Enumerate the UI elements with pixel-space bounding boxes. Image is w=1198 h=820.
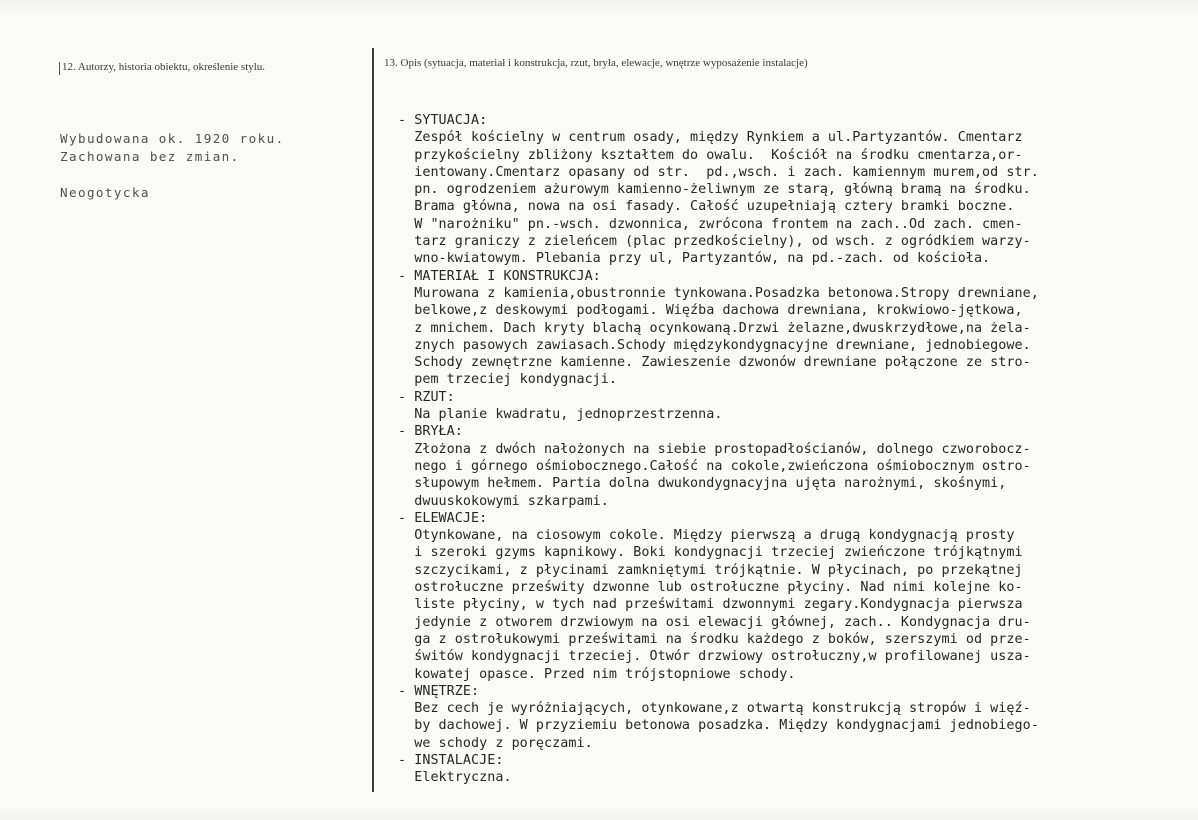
form-section-12 — [0, 0, 372, 820]
section-12-typed-text: Wybudowana ok. 1920 roku. Zachowana bez zmian. Neogotycka — [60, 131, 285, 200]
section-13-header: 13. Opis (sytuacja, materiał i konstrukcja, rzut, bryła, elewacje, wnętrze wyposażenie instalacje) — [384, 57, 808, 69]
column-divider-line — [372, 48, 374, 792]
section-13-typed-text: - SYTUACJA: Zespół kościelny w centrum osady, między Rynkiem a ul.Partyzantów. Cmentarz przykościelny zbliżony kształtem do owalu. Kościół na środku cmentarza,or- ientowany.Cmentarz opasany od str. pd.,wsch. i zach. kamiennym murem,od str. pn. ogrodzeniem ażurowym kamienno-żeliwnym ze starą, główną bramą na środku. Brama główna, nowa na osi fasady. Całość uzupełniają cztery bramki boczne. W "narożniku" pn.-wsch. dzwonnica, zwrócona frontem na zach..Od zach. cmen- tarz graniczy z zieleńcem (plac przedkościelny), od wsch. z ogródkiem warzy- wno-kwiatowym. Plebania przy ul, Partyzantów, na pd.-zach. od kościoła. - MATERIAŁ I KONSTRUKCJA: Murowana z kamienia,obustronnie tynkowana.Posadzka betonowa.Stropy drewniane, belkowe,z deskowymi podłogami. Więźba dachowa drewniana, krokwiowo-jętkowa, z mnichem. Dach kryty blachą ocynkowaną.Drzwi żelazne,dwuskrzydłowe,na żela- znych pasowych zawiasach.Schody międzykondygnacyjne drewniane, jednobiegowe. Schody zewnętrzne kamienne. Zawieszenie dzwonów drewniane połączone ze stro- pem trzeciej kondygnacji. - RZUT: Na planie kwadratu, jednoprzestrzenna. - BRYŁA: Złożona z dwóch nałożonych na siebie prostopadłościanów, dolnego czworobocz- nego i górnego ośmiobocznego.Całość na cokole,zwieńczona ośmiobocznym ostro- słupowym hełmem. Partia dolna dwukondygnacyjna ujęta narożnymi, skośnymi, dwuuskokowymi szkarpami. - ELEWACJE: Otynkowane, na ciosowym cokole. Między pierwszą a drugą kondygnacją prosty i szeroki gzyms kapnikowy. Boki kondygnacji trzeciej zwieńczone trójkątnymi szczycikami, z płycinami zamkniętymi trójkątnie. W płycinach, po przekątnej ostrołuczne prześwity dzwonne lub ostrołuczne płyciny. Nad nimi kolejne ko- liste płyciny, w tych nad prześwitami dzwonnymi zegary.Kondygnacja pierwsza jedynie z otworem drzwiowym na osi elewacji głównej, zach.. Kondygnacja dru- ga z ostrołukowymi prześwitami na środku każdego z boków, szerszymi od prze- świtów kondygnacji trzeciej. Otwór drzwiowy ostrołuczny,w profilowanej uszа- kowatej opasce. Przed nim trójstopniowe schody. - WNĘTRZE: Bez cech je wyróżniających, otynkowane,z otwartą konstrukcją stropów i więź- by dachowej. W przyziemiu betonowa posadzka. Między kondygnacjami jednobiego- we schody z poręczami. - INSTALACJE: Elektryczna. — [398, 113, 1039, 786]
page-bottom-shadow — [0, 806, 1198, 820]
form-section-13 — [376, 0, 1198, 820]
section-12-header: 12. Autorzy, historia obiektu, określenie stylu. — [62, 61, 266, 73]
header-tick-mark — [59, 62, 60, 75]
